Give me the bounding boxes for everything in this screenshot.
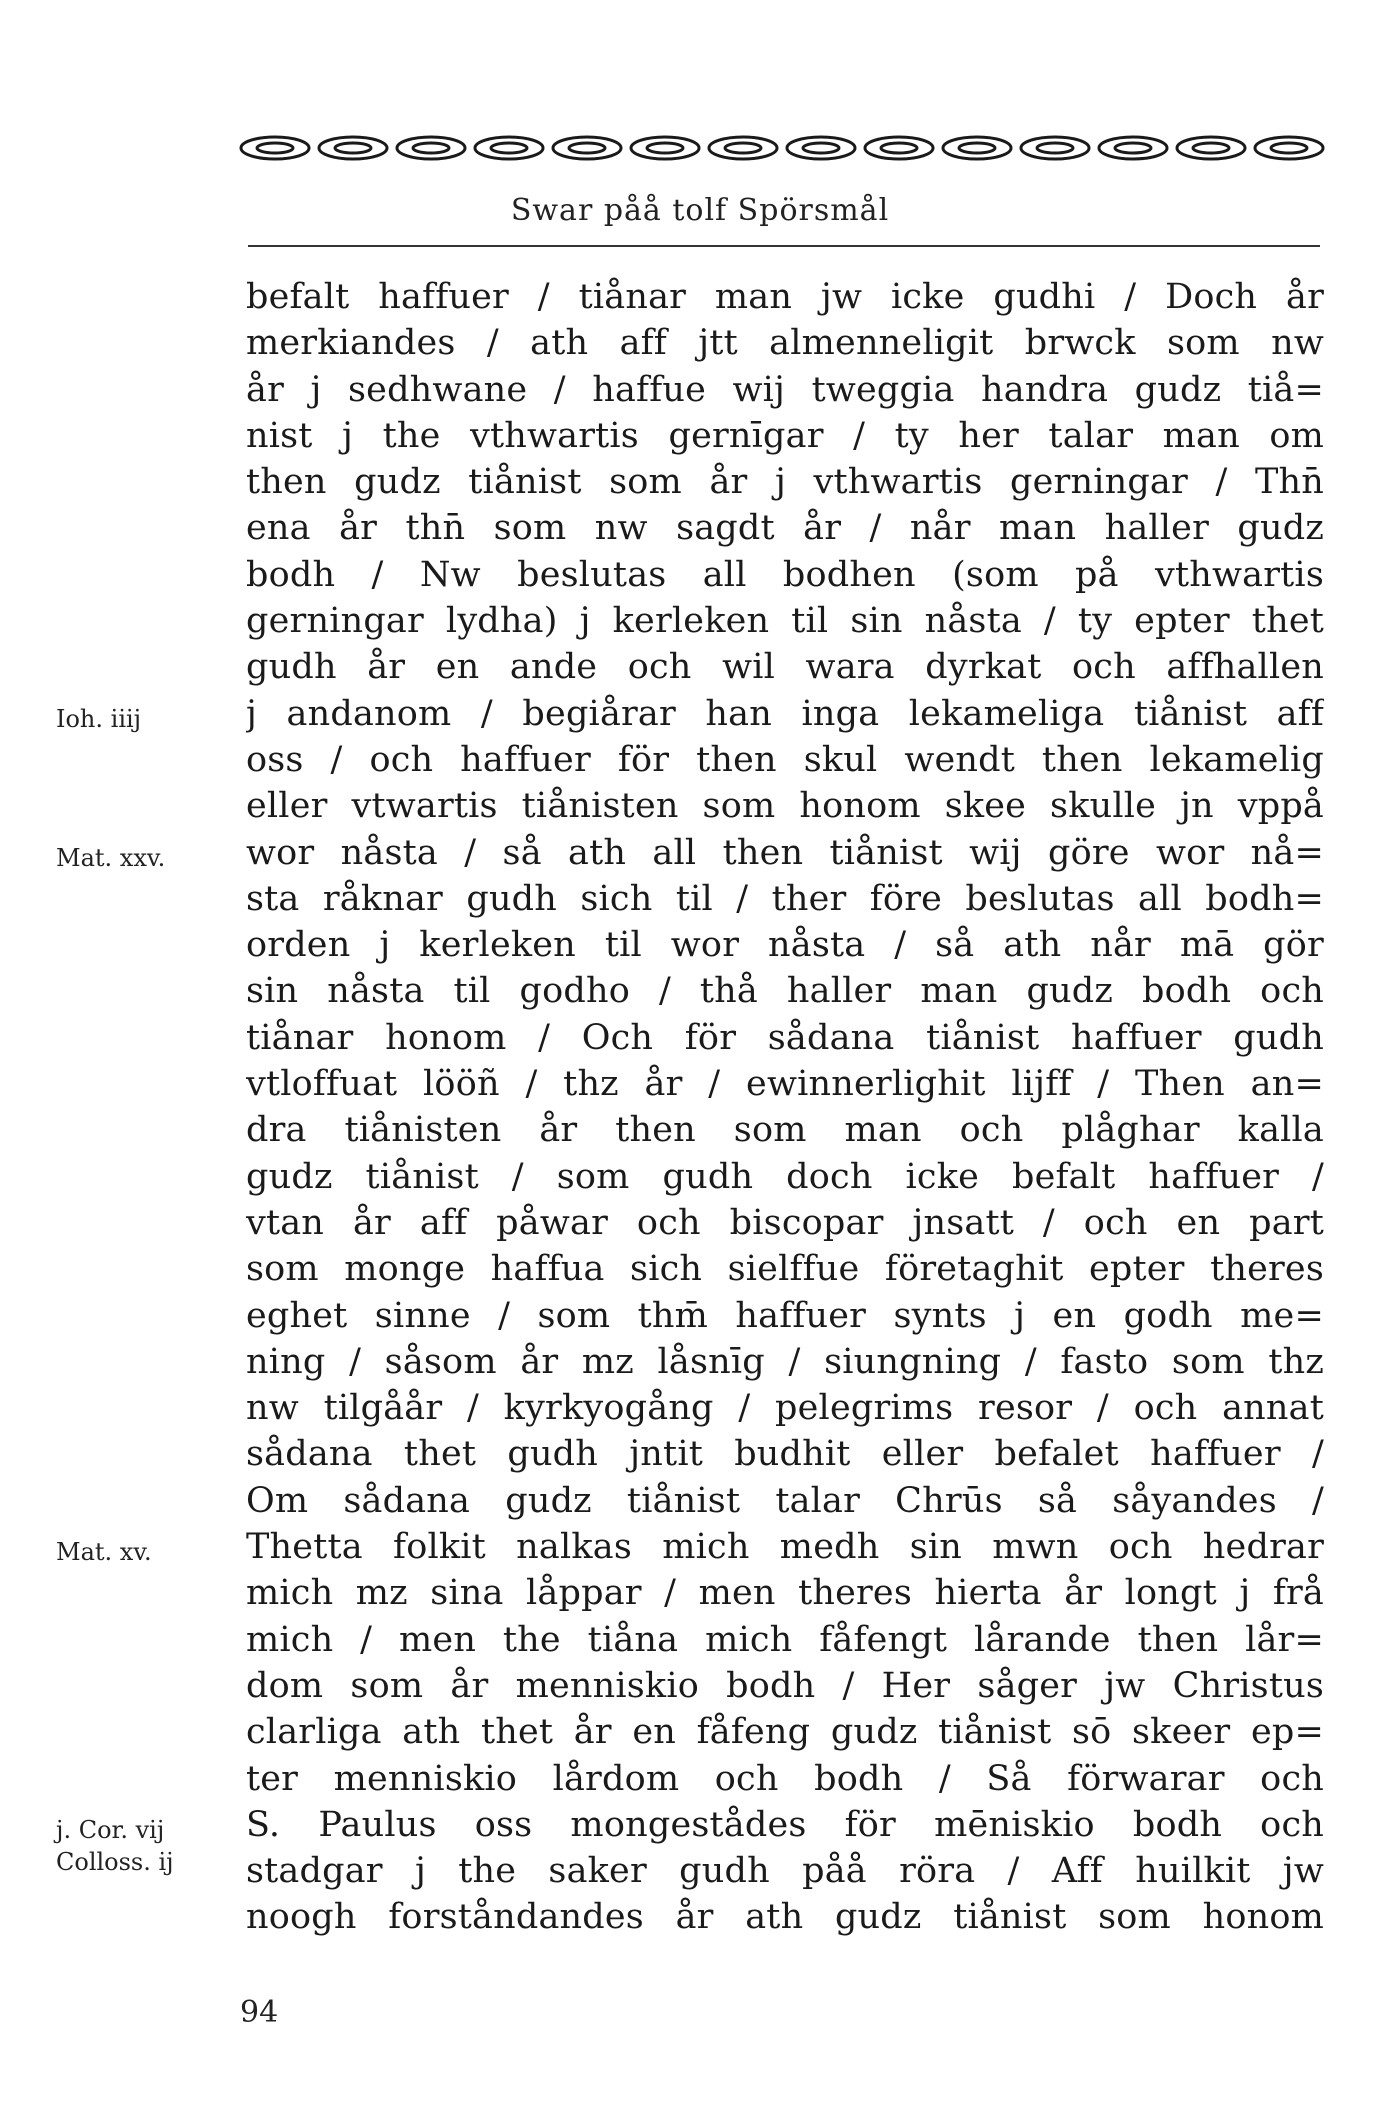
text-line: oss / och haffuer för then skul wendt then lekamelig (246, 739, 1324, 780)
text-line: eghet sinne / som thm̄ haffuer synts j en godh me= (246, 1295, 1324, 1336)
text-line: befalt haffuer / tiånar man jw icke gudhi / Doch år (246, 277, 1324, 317)
margin-note-matthew-15: Mat. xv. (56, 1538, 152, 1566)
text-line: år j sedhwane / haffue wij tweggia handra gudz tiå= (246, 369, 1324, 410)
text-line: gudz tiånist / som gudh doch icke befalt haffuer / (246, 1156, 1324, 1197)
text-line: gudh år en ande och wil wara dyrkat och affhallen (246, 647, 1324, 688)
page-number: 94 (240, 1995, 279, 2030)
margin-note-john: Ioh. iiij (56, 705, 142, 733)
text-line: clarliga ath thet år en fåfeng gudz tiånist sō skeer ep= (246, 1712, 1324, 1753)
text-line: stadgar j the saker gudh påå röra / Aff huilkit jw (246, 1851, 1324, 1892)
text-line: j andanom / begiårar han inga lekameliga tiånist aff (246, 693, 1324, 734)
text-line: Thetta folkit nalkas mich medh sin mwn och hedrar (246, 1527, 1324, 1568)
text-line: gerningar lydha) j kerleken til sin nåsta / ty epter thet (246, 601, 1324, 642)
text-line: noogh forståndandes år ath gudz tiånist som honom (246, 1897, 1324, 1938)
text-line: wor nåsta / så ath all then tiånist wij göre wor nå= (246, 832, 1324, 873)
text-line: tiånar honom / Och för sådana tiånist haffuer gudh (246, 1017, 1324, 1058)
text-line: ning / såsom år mz låsnīg / siungning / fasto som thz (246, 1341, 1324, 1382)
text-line: merkiandes / ath aff jtt almenneligit brwck som nw (246, 323, 1324, 364)
text-line: Om sådana gudz tiånist talar Chrūs så såyandes / (246, 1480, 1324, 1521)
text-line: sin nåsta til godho / thå haller man gudz bodh och (246, 971, 1324, 1012)
text-line: vtan år aff påwar och biscopar jnsatt / och en part (246, 1202, 1324, 1243)
text-line: som monge haffua sich sielffue företaghit epter theres (246, 1249, 1324, 1290)
text-line: ena år thn̄ som nw sagdt år / når man haller gudz (246, 508, 1324, 549)
margin-note-corinthians: j. Cor. vij (56, 1816, 165, 1844)
text-line: nw tilgåår / kyrkyogång / pelegrims resor / och annat (246, 1388, 1324, 1429)
text-line: ter menniskio lårdom och bodh / Så förwarar och (246, 1758, 1324, 1799)
header-rule (248, 245, 1320, 247)
text-line: vtloffuat lööñ / thz år / ewinnerlighit lijff / Then an= (246, 1064, 1324, 1105)
text-line: dra tiånisten år then som man och plåghar kalla (246, 1110, 1324, 1151)
text-line: nist j the vthwartis gernīgar / ty her talar man om (246, 415, 1324, 456)
text-line: then gudz tiånist som år j vthwartis gerningar / Thn̄ (246, 462, 1324, 503)
text-line: mich mz sina låppar / men theres hierta år longt j frå (246, 1573, 1324, 1614)
margin-note-colossians: Colloss. ij (56, 1848, 174, 1876)
text-line: bodh / Nw beslutas all bodhen (som på vthwartis (246, 554, 1324, 595)
ornament-border (235, 128, 1331, 168)
text-line: eller vtwartis tiånisten som honom skee skulle jn vppå (246, 786, 1324, 827)
text-line: dom som år menniskio bodh / Her såger jw Christus (246, 1665, 1324, 1706)
running-head: Swar påå tolf Spörsmål (510, 193, 890, 228)
body-text (246, 274, 1324, 1941)
text-line: sådana thet gudh jntit budhit eller befalet haffuer / (246, 1434, 1324, 1475)
text-line: S. Paulus oss mongestådes för mēniskio bodh och (246, 1804, 1324, 1845)
text-line: mich / men the tiåna mich fåfengt lårande then lår= (246, 1619, 1324, 1660)
text-line: sta råknar gudh sich til / ther före beslutas all bodh= (246, 878, 1324, 919)
text-line: orden j kerleken til wor nåsta / så ath når mā gör (246, 925, 1324, 966)
margin-note-matthew-25: Mat. xxv. (56, 844, 166, 872)
